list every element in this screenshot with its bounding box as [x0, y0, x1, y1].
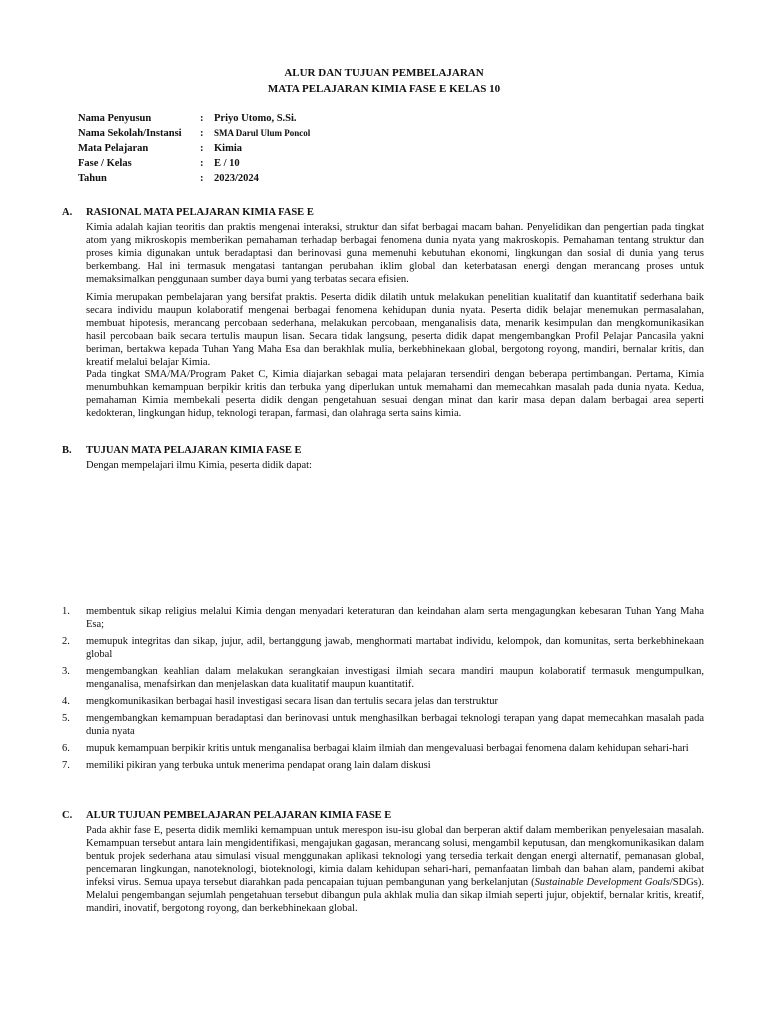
info-label: Nama Sekolah/Instansi [78, 128, 182, 139]
list-item [62, 665, 704, 691]
info-value: SMA Darul Ulum Poncol [214, 128, 311, 138]
info-colon: : [200, 173, 204, 184]
document-subtitle: MATA PELAJARAN KIMIA FASE E KELAS 10 [267, 83, 501, 95]
list-text: mengembangkan keahlian dalam melakukan serangkaian investigasi ilmiah secara mandiri maupun kolaboratif termasuk mengumpulkan, menganalisa, menafsirkan dan menjelaskan data kualitatif maupun kuantitatif. [86, 666, 704, 690]
info-colon: : [200, 128, 204, 139]
section-b-heading [62, 444, 302, 457]
paragraph-italic-text: Sustainable Development Goals [534, 877, 670, 888]
list-text: memiliki pikiran yang terbuka untuk menerima pendapat orang lain dalam diskusi [86, 760, 431, 771]
section-letter: C. [62, 810, 73, 821]
list-item [62, 742, 704, 755]
section-letter: B. [62, 445, 72, 456]
list-number: 7. [62, 760, 70, 771]
section-a-heading [62, 206, 314, 219]
info-label: Tahun [78, 173, 107, 184]
info-colon: : [200, 143, 204, 154]
info-colon: : [200, 158, 204, 169]
list-text: mupuk kemampuan berpikir kritis untuk menganalisa berbagai klaim ilmiah dan mengevaluasi berbagai fenomena dalam kehidupan sehari-hari [86, 743, 689, 754]
list-item [62, 712, 704, 738]
list-number: 1. [62, 606, 70, 617]
info-value: E / 10 [214, 158, 240, 169]
info-row-fase [78, 156, 310, 171]
section-title: RASIONAL MATA PELAJARAN KIMIA FASE E [86, 207, 314, 218]
document-title: ALUR DAN TUJUAN PEMBELAJARAN [284, 67, 484, 79]
list-number: 5. [62, 713, 70, 724]
paragraph-text: Pada akhir fase E, peserta didik memliki kemampuan untuk merespon isu-isu global dan berperan aktif dalam memberikan penyelesaian masalah. Kemampuan tersebut antara lain mengidentifikasi, mengajukan gagasan, merancang solusi, mengambil keputusan, dan mengkomunikasikan dalam bentuk projek sederhana atau simulasi visual menggunakan aplikasi teknologi yang tersedia terkait dengan energi alternatif, pemanasan global, pencemaran lingkungan, nanoteknologi, bioteknologi, kimia dalam kehidupan sehari-hari, pemanfaatan limbah dan bahan alam, pandemi akibat infeksi virus. Semua upaya tersebut diarahkan pada pencapaian tujuan pembangunan yang berkelanjutan ( [86, 825, 704, 888]
section-letter: A. [62, 207, 73, 218]
info-label: Mata Pelajaran [78, 143, 149, 154]
list-item [62, 759, 704, 772]
info-value: Priyo Utomo, S.Si. [214, 113, 297, 124]
list-item [62, 605, 704, 631]
section-c-heading [62, 809, 391, 822]
info-value: Kimia [214, 143, 242, 154]
list-number: 4. [62, 696, 70, 707]
info-table [78, 111, 310, 186]
list-text: memupuk integritas dan sikap, jujur, adil, bertanggung jawab, menghormati martabat individu, kelompok, dan komunitas, serta berkebhinekaan global [86, 636, 704, 660]
info-row-penyusun [78, 111, 310, 126]
paragraph-text: /SDGs). Melalui pengembangan sejumlah pengetahuan tersebut dibangun pula akhlak mulia dan sikap ilmiah seperti jujur, objektif, bernalar kritis, kreatif, mandiri, inovatif, bergotong royong, dan berkebhinekaan global. [86, 877, 704, 914]
section-title: ALUR TUJUAN PEMBELAJARAN PELAJARAN KIMIA FASE E [86, 810, 392, 821]
list-text: mengkomunikasikan berbagai hasil investigasi secara lisan dan tertulis secara jelas dan terstruktur [86, 696, 498, 707]
section-c-paragraph [86, 824, 704, 915]
info-label: Nama Penyusun [78, 113, 152, 124]
info-row-tahun [78, 171, 310, 186]
list-number: 2. [62, 636, 70, 647]
info-row-mapel [78, 141, 310, 156]
info-colon: : [200, 113, 204, 124]
list-number: 6. [62, 743, 70, 754]
list-item [62, 695, 704, 708]
section-title: TUJUAN MATA PELAJARAN KIMIA FASE E [86, 445, 302, 456]
goals-list [62, 605, 704, 776]
paragraph: Kimia merupakan pembelajaran yang bersifat praktis. Peserta didik dilatih untuk melakukan penelitian kualitatif dan kuantitatif sederhana baik secara individu maupun kolaboratif mengenai berbagai fenomena kehidupan dunia nyata. Peserta didik belajar menemukan permasalahan, membuat hipotesis, merancang percobaan sederhana, melakukan percobaan, menganalisis data, menarik kesimpulan dan mengkomunikasikan hasil percobaan baik secara tertulis maupun lisan. Secara tidak langsung, peserta didik dapat mengembangkan Profil Pelajar Pancasila yakni beriman, bertakwa kepada Tuhan Yang Maha Esa dan berakhlak mulia, berkebhinekaan global, bergotong royong, mandiri, bernalar kritis, dan kreatif melalui belajar Kimia. [86, 292, 704, 368]
paragraph: Kimia adalah kajian teoritis dan praktis mengenai interaksi, struktur dan sifat berbagai macam bahan. Penyelidikan dan pengertian pada tingkat atom yang mikroskopis memberikan pemahaman terhadap berbagai fenomena dunia nyata yang makroskopis. Pemahaman tentang struktur dan proses kimia digunakan untuk beradaptasi dan berinovasi guna memenuhi kebutuhan ekonomi, lingkungan dan sosial di dunia yang terus berkembang. Hal ini termasuk mengatasi tantangan perubahan iklim global dan keterbatasan energi dengan merancang proses untuk memaksimalkan penggunaan sumber daya bumi yang terbatas secara efisien. [86, 222, 704, 285]
list-number: 3. [62, 666, 70, 677]
info-value: 2023/2024 [214, 173, 259, 184]
section-b-intro: Dengan mempelajari ilmu Kimia, peserta didik dapat: [86, 460, 312, 471]
list-text: membentuk sikap religius melalui Kimia dengan menyadari keteraturan dan keindahan alam serta mengagungkan kebesaran Tuhan Yang Maha Esa; [86, 606, 704, 630]
paragraph: Pada tingkat SMA/MA/Program Paket C, Kimia diajarkan sebagai mata pelajaran tersendiri dengan beberapa pertimbangan. Pertama, Kimia menumbuhkan kemampuan berpikir kritis dan terbuka yang diperlukan untuk memahami dan memecahkan masalah pada dunia nyata. Kedua, pemahaman Kimia membekali peserta didik dengan pengetahuan sesuai dengan minat dan karir masa depan dalam berbagai area seperti kedokteran, lingkungan hidup, teknologi terapan, farmasi, dan olahraga serta sains kimia. [86, 369, 704, 419]
info-label: Fase / Kelas [78, 158, 132, 169]
list-text: mengembangkan kemampuan beradaptasi dan berinovasi untuk menghasilkan berbagai teknologi terapan yang dapat memecahkan masalah pada dunia nyata [86, 713, 704, 737]
list-item [62, 635, 704, 661]
info-row-sekolah [78, 126, 310, 141]
